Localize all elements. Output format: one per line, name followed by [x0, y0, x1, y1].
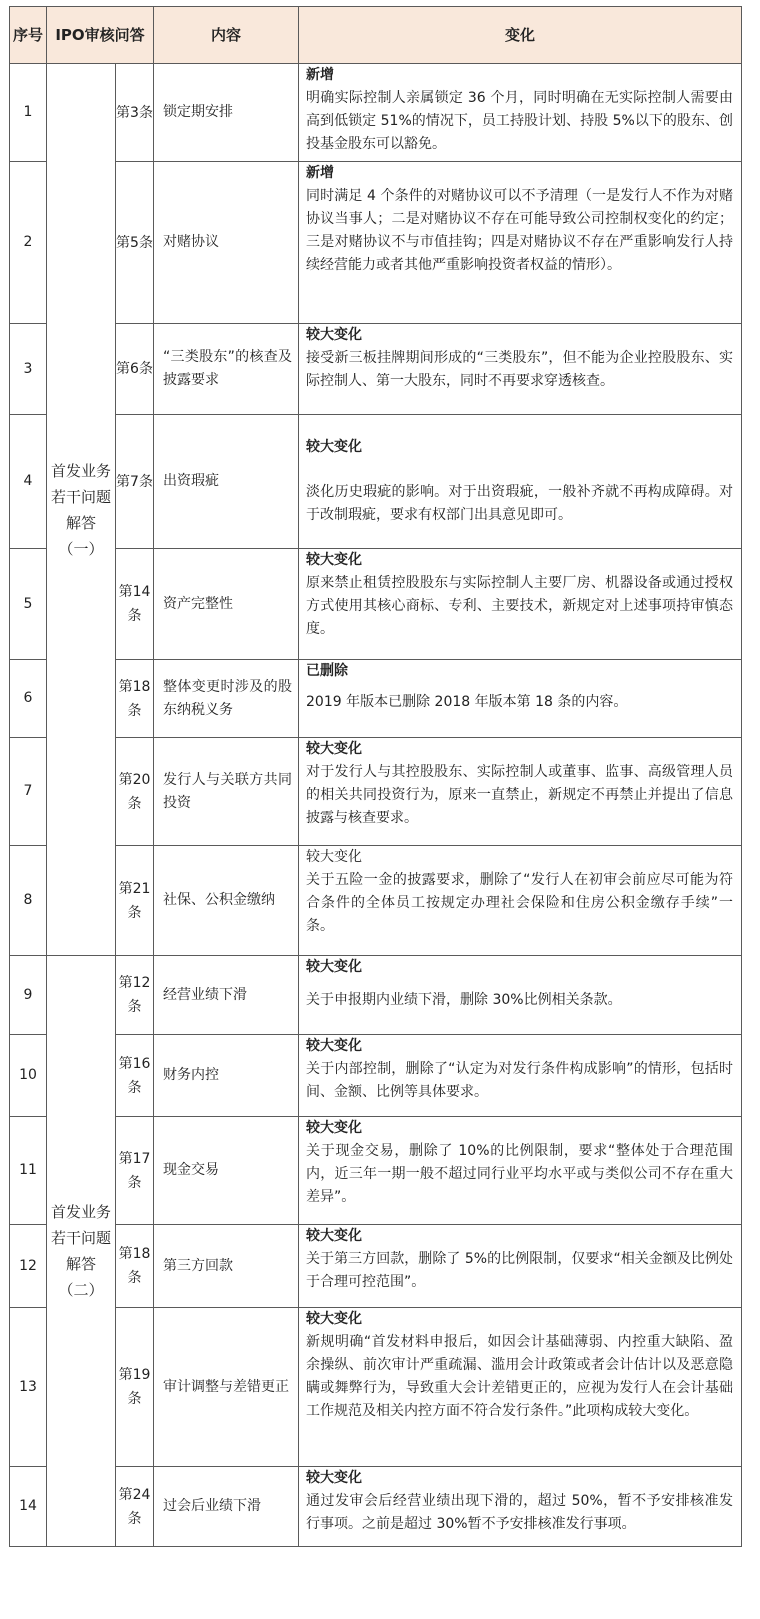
topic-cell: 经营业绩下滑 [154, 956, 299, 1035]
table-row [10, 1117, 742, 1225]
article-number: 第17条 [116, 1117, 154, 1225]
header-change: 变化 [299, 7, 742, 64]
change-label: 较大变化 [306, 741, 363, 757]
change-text: 关于内部控制，删除了“认定为对发行条件构成影响”的情形，包括时间、金额、比例等具体要求。 [306, 1061, 734, 1100]
change-cell [299, 1035, 742, 1117]
row-number: 14 [10, 1467, 47, 1547]
change-label: 较大变化 [306, 959, 363, 975]
topic-cell: 锁定期安排 [154, 64, 299, 162]
topic-cell: 财务内控 [154, 1035, 299, 1117]
row-number: 5 [10, 549, 47, 660]
change-text: 通过发审会后经营业绩出现下滑的，超过 50%，暂不予安排核准发行事项。之前是超过 30%暂不予安排核准发行事项。 [306, 1493, 734, 1532]
table-row [10, 846, 742, 956]
topic-cell: 社保、公积金缴纳 [154, 846, 299, 956]
topic-cell: 出资瑕疵 [154, 415, 299, 549]
change-cell [299, 324, 742, 415]
change-text: 对于发行人与其控股股东、实际控制人或董事、监事、高级管理人员的相关共同投资行为，原来一直禁止，新规定不再禁止并提出了信息披露与核查要求。 [306, 764, 734, 826]
change-cell [299, 1117, 742, 1225]
header-seq: 序号 [10, 7, 47, 64]
row-number: 2 [10, 162, 47, 324]
topic-cell: 第三方回款 [154, 1225, 299, 1308]
topic-cell: “三类股东”的核查及披露要求 [154, 324, 299, 415]
change-text: 关于第三方回款，删除了 5%的比例限制，仅要求“相关金额及比例处于合理可控范围”。 [306, 1251, 734, 1290]
table-row [10, 64, 742, 162]
change-text: 关于申报期内业绩下滑，删除 30%比例相关条款。 [306, 992, 622, 1008]
change-label: 较大变化 [306, 1228, 363, 1244]
change-cell [299, 956, 742, 1035]
change-label: 已删除 [306, 663, 349, 679]
change-label: 较大变化 [306, 327, 363, 343]
change-text: 2019 年版本已删除 2018 年版本第 18 条的内容。 [306, 694, 628, 710]
change-label: 较大变化 [306, 439, 363, 455]
article-number: 第18条 [116, 1225, 154, 1308]
group-label: 首发业务若干问题解答（二） [47, 956, 116, 1547]
row-number: 12 [10, 1225, 47, 1308]
topic-cell: 审计调整与差错更正 [154, 1308, 299, 1467]
table-row [10, 415, 742, 549]
change-label: 新增 [306, 67, 335, 83]
change-cell [299, 549, 742, 660]
group-label: 首发业务若干问题解答（一） [47, 64, 116, 956]
article-number: 第3条 [116, 64, 154, 162]
change-cell [299, 162, 742, 324]
row-number: 8 [10, 846, 47, 956]
change-text: 淡化历史瑕疵的影响。对于出资瑕疵，一般补齐就不再构成障碍。对于改制瑕疵，要求有权部门出具意见即可。 [306, 484, 734, 523]
article-number: 第6条 [116, 324, 154, 415]
table-row [10, 1308, 742, 1467]
change-cell [299, 1225, 742, 1308]
change-text: 同时满足 4 个条件的对赌协议可以不予清理（一是发行人不作为对赌协议当事人；二是对赌协议不存在可能导致公司控制权变化的约定；三是对赌协议不与市值挂钩；四是对赌协议不存在严重影响发行人持续经营能力或者其他严重影响投资者权益的情形）。 [306, 188, 734, 273]
table-row [10, 1467, 742, 1547]
header-ipo: IPO审核问答 [47, 7, 154, 64]
change-cell [299, 415, 742, 549]
topic-cell: 发行人与关联方共同投资 [154, 738, 299, 846]
change-label: 较大变化 [306, 552, 363, 568]
change-label: 较大变化 [306, 1311, 363, 1327]
change-text: 新规明确“首发材料申报后，如因会计基础薄弱、内控重大缺陷、盈余操纵、前次审计严重疏漏、滥用会计政策或者会计估计以及恶意隐瞒或舞弊行为，导致重大会计差错更正的，应视为发行人在会计基础工作规范及相关内控方面不符合发行条件。”此项构成较大变化。 [306, 1334, 734, 1419]
article-number: 第19条 [116, 1308, 154, 1467]
header-content: 内容 [154, 7, 299, 64]
topic-cell: 对赌协议 [154, 162, 299, 324]
topic-cell: 过会后业绩下滑 [154, 1467, 299, 1547]
article-number: 第21条 [116, 846, 154, 956]
change-label: 较大变化 [306, 1470, 363, 1486]
article-number: 第18条 [116, 660, 154, 738]
change-text: 关于五险一金的披露要求，删除了“发行人在初审会前应尽可能为符合条件的全体员工按规定办理社会保险和住房公积金缴存手续”一条。 [306, 872, 734, 934]
row-number: 10 [10, 1035, 47, 1117]
change-label: 较大变化 [306, 1038, 363, 1054]
table-row [10, 549, 742, 660]
row-number: 13 [10, 1308, 47, 1467]
topic-cell: 资产完整性 [154, 549, 299, 660]
change-cell [299, 660, 742, 738]
ipo-review-table [9, 6, 742, 1547]
change-label: 较大变化 [306, 1120, 363, 1136]
topic-cell: 现金交易 [154, 1117, 299, 1225]
table-row [10, 660, 742, 738]
change-cell [299, 1467, 742, 1547]
table-row [10, 1035, 742, 1117]
row-number: 11 [10, 1117, 47, 1225]
table-row [10, 162, 742, 324]
table-row [10, 1225, 742, 1308]
row-number: 6 [10, 660, 47, 738]
header-row [10, 7, 742, 64]
row-number: 3 [10, 324, 47, 415]
change-cell [299, 64, 742, 162]
table-row [10, 738, 742, 846]
article-number: 第12条 [116, 956, 154, 1035]
article-number: 第20条 [116, 738, 154, 846]
article-number: 第24条 [116, 1467, 154, 1547]
article-number: 第7条 [116, 415, 154, 549]
row-number: 9 [10, 956, 47, 1035]
table-row [10, 956, 742, 1035]
change-label: 新增 [306, 165, 335, 181]
article-number: 第5条 [116, 162, 154, 324]
change-text: 接受新三板挂牌期间形成的“三类股东”，但不能为企业控股股东、实际控制人、第一大股东，同时不再要求穿透核查。 [306, 350, 734, 389]
change-label: 较大变化 [306, 849, 363, 865]
change-text: 原来禁止租赁控股股东与实际控制人主要厂房、机器设备或通过授权方式使用其核心商标、专利、主要技术，新规定对上述事项持审慎态度。 [306, 575, 734, 637]
article-number: 第16条 [116, 1035, 154, 1117]
change-cell [299, 738, 742, 846]
article-number: 第14条 [116, 549, 154, 660]
table-row [10, 324, 742, 415]
row-number: 1 [10, 64, 47, 162]
change-cell [299, 846, 742, 956]
topic-cell: 整体变更时涉及的股东纳税义务 [154, 660, 299, 738]
change-cell [299, 1308, 742, 1467]
change-text: 关于现金交易，删除了 10%的比例限制，要求“整体处于合理范围内，近三年一期一般不超过同行业平均水平或与类似公司不存在重大差异”。 [306, 1143, 734, 1205]
change-text: 明确实际控制人亲属锁定 36 个月，同时明确在无实际控制人需要由高到低锁定 51%的情况下，员工持股计划、持股 5%以下的股东、创投基金股东可以豁免。 [306, 90, 734, 152]
row-number: 4 [10, 415, 47, 549]
row-number: 7 [10, 738, 47, 846]
